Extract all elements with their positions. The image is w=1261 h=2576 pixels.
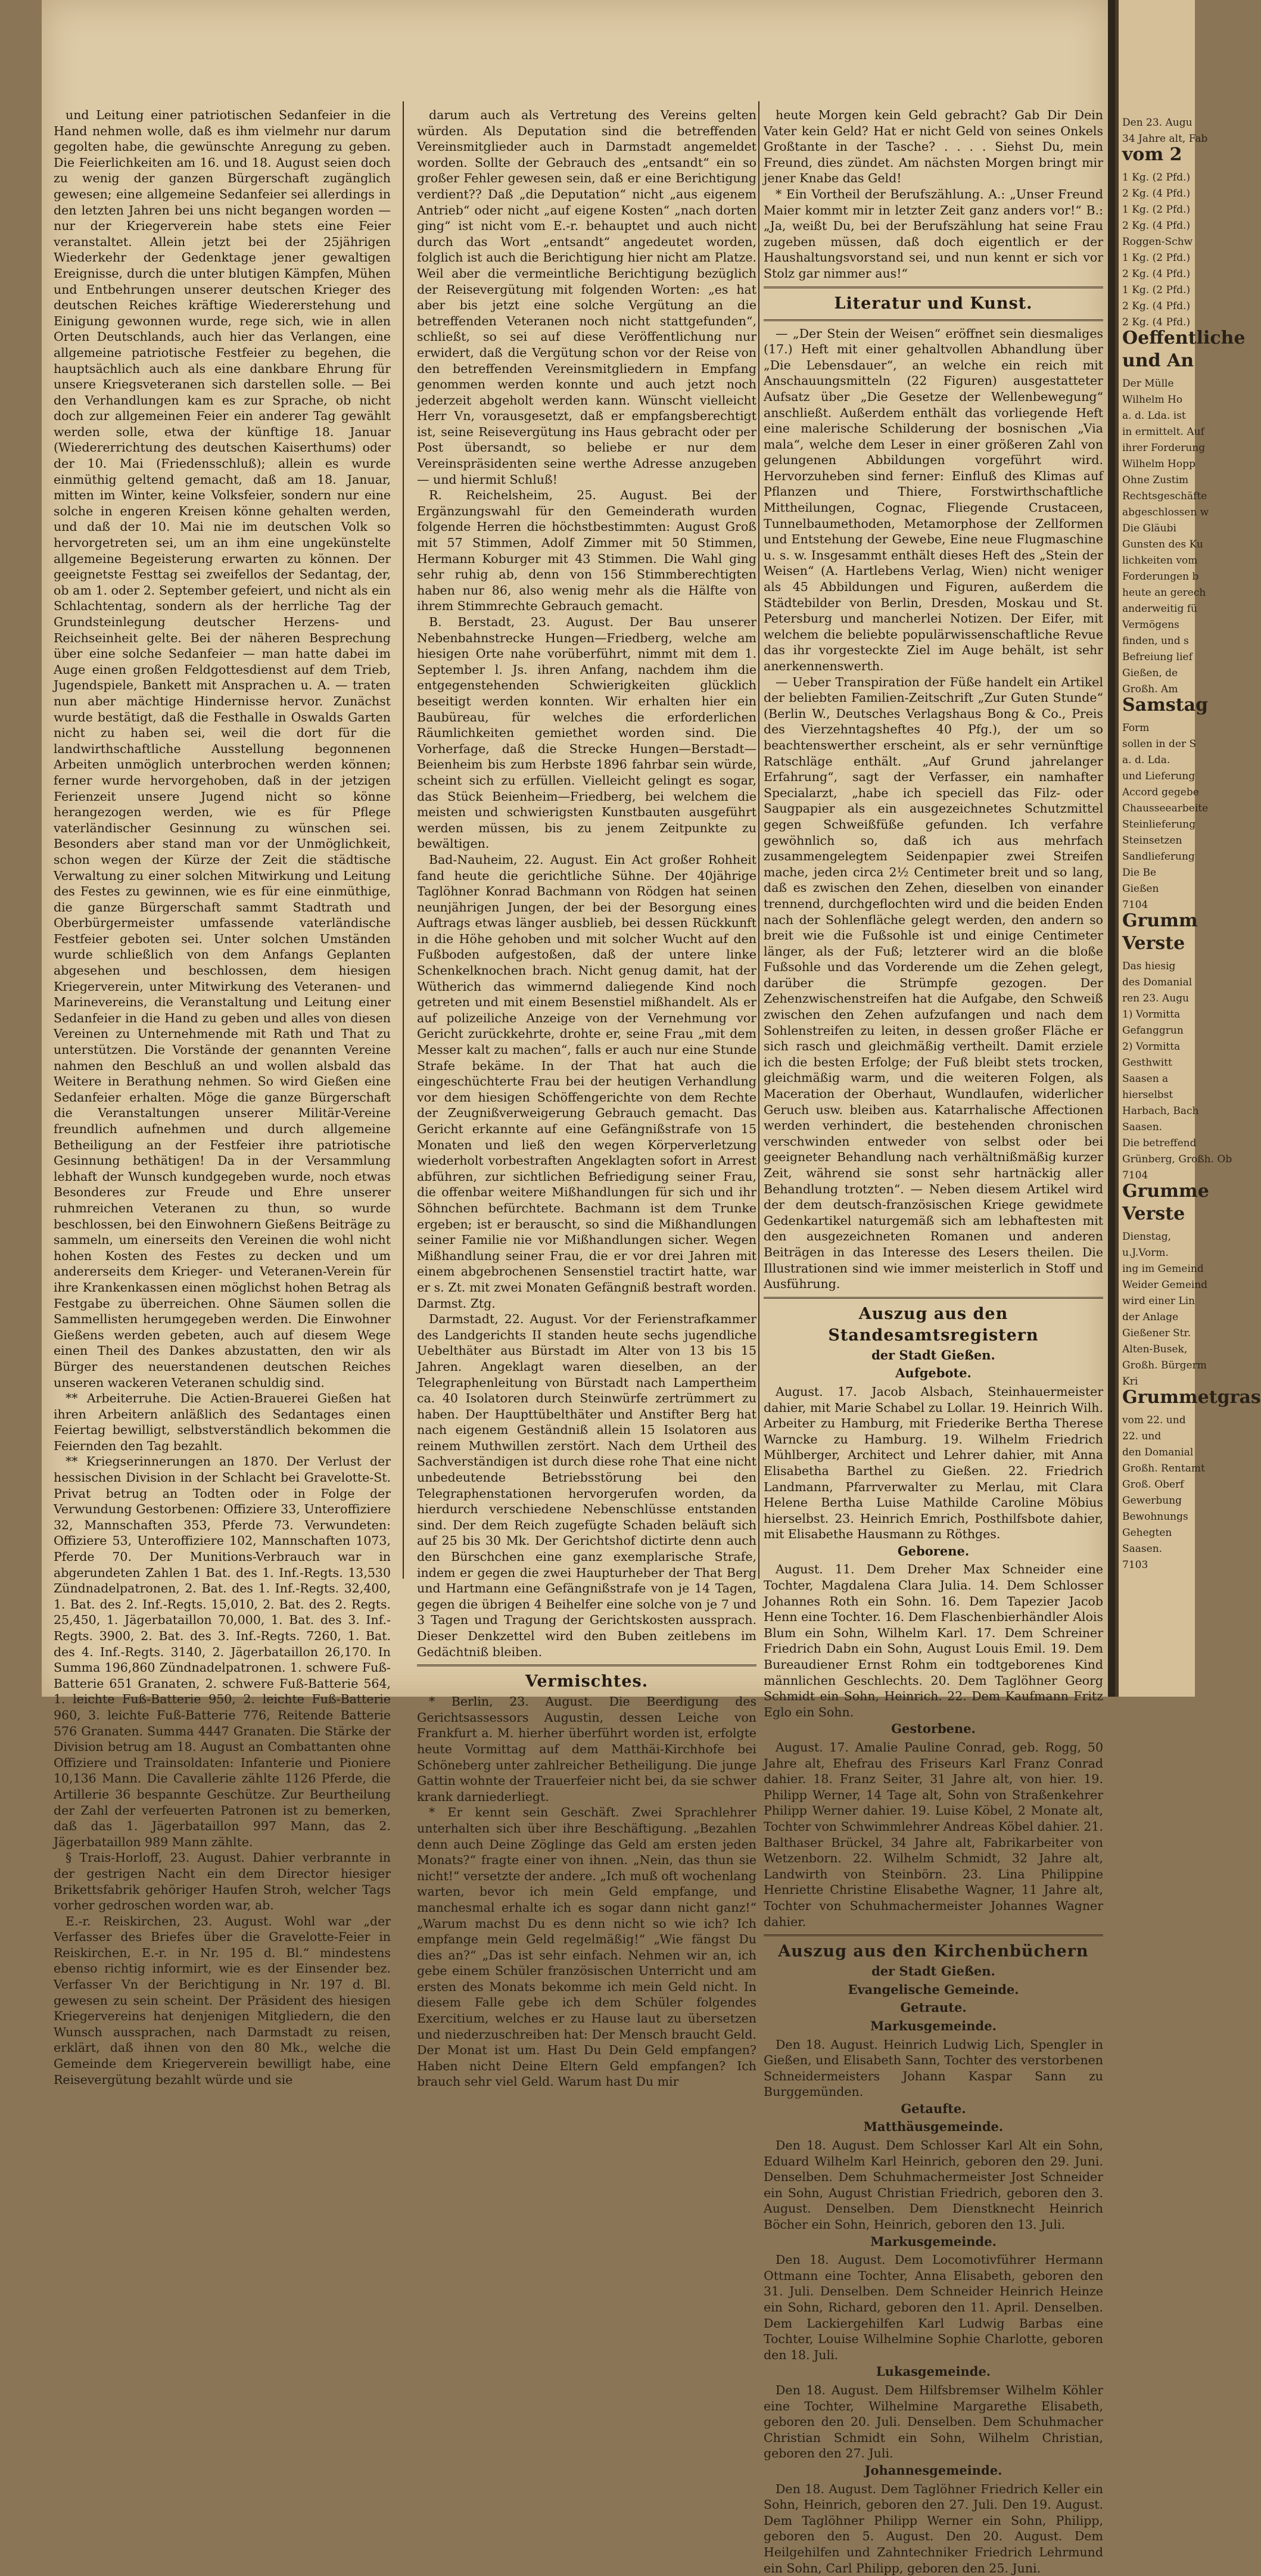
adjacent-page-line: 7103 [1122,1559,1148,1571]
adjacent-page-line: Bewohnungs [1122,1511,1188,1523]
list-geborene: August. 11. Dem Dreher Max Schneider eine Tochter, Magdalena Clara Julia. 14. Dem Schlosser Johannes Roth ein Sohn. 16. Dem Tapezier Jacob Henn eine Tochter. 16. Dem Flaschenbierhändler Alois Blum ein Sohn, Wilhelm Karl. 17. Dem Schreiner Friedrich Dabn ein Sohn, August Louis Emil. 19. Dem Bureaudiener Ernst Rohm ein todtgeborenes Kind männlichen Geschlechts. 20. Dem Taglöhner Georg Schmidt ein Sohn, Heinrich. 22. Dem Kaufmann Fritz Eglo ein Sohn. [764,1562,1103,1719]
adjacent-page-line: 2 Kg. (4 Pfd.) [1122,316,1191,328]
adjacent-page-line: Groß. Oberf [1122,1479,1184,1491]
article-transpiration: — Ueber Transpiration der Füße handelt ein Artikel der beliebten Familien-Zeitschrift „Zur Guten Stunde“ (Berlin W., Deutsches Verlagshaus Bong & Co., Preis des Vierzehntagsheftes 40 Pfg.), der um so beachtenswerther erscheint, als er sehr vernünftige Ratschläge enthält. „Auf Grund jahrelanger Erfahrung“, sagt der Verfasser, ein namhafter Specialarzt, „habe ich speciell das Filz- oder Saugpapier als ein ausgezeichnetes Schutzmittel gegen Schweißfüße gefunden. Ich verfahre gewöhnlich so, daß ich aus mehrfach zusammengelegtem Seidenpapier zwei Streifen mache, jeden circa 2½ Centimeter breit und so lang, daß es zwischen den Zehen, dieselben von einander trennend, durchgeflochten wird und die beiden Enden nach der Sohlenfläche gelegt werden, den andern so breit wie die Fußsohle ist und einige Centimeter länger, als der Fuß; letzterer wird an die bloße Fußsohle und das Vorderende um die Zehen gelegt, darüber die Strümpfe gezogen. Der Zehenzwischenstreifen hat die Aufgabe, den Schweiß zwischen den Zehen aufzufangen und nach dem Sohlenstreifen zu leiten, in dessen großer Fläche er sich rasch und gleichmäßig vertheilt. Damit erziele ich die besten Erfolge; der Fuß bleibt stets trocken, gleichmäßig warm, und die weiteren Folgen, als Maceration der Oberhaut, Wundlaufen, widerlicher Geruch usw. bleiben aus. Katarrhalische Affectionen werden verhindert, die bestehenden chronischen verschwinden entweder von selbst oder bei geeigneter Behandlung nach verhältnißmäßig kurzer Zeit, während sie sonst sehr hartnäckig aller Behandlung trotzten“. — Neben diesem Artikel wird der dem deutsch-französischen Kriege gewidmete Gedenkartikel naturgemäß sich am lebhaftesten mit den ausgezeichneten Romanen und anderen Beiträgen in das Interesse des Lesers theilen. Die Illustrationen sind wie immer meisterlich in Stoff und Ausführung. [764,674,1103,1292]
article-sedanfeier: und Leitung einer patriotischen Sedanfeier in die Hand nehmen wolle, daß es ihm vielmehr nur darum gegolten habe, die gewünschte Anregung zu geben. Die Feierlichkeiten am 16. und 18. August seien doch zu wenig der ganzen Bürgerschaft zugänglich gewesen; eine allgemeine Sedanfeier sei allerdings in den letzten Jahren bei uns nicht begangen worden — nur der Kriegerverein habe stets eine Feier veranstaltet. Allein jetzt bei der 25jährigen Wiederkehr der Gedenktage jener gewaltigen Ereignisse, durch die unter blutigen Kämpfen, Mühen und Entbehrungen unserer deutschen Krieger des deutschen Reiches kräftige Wiedererstehung und Einigung gewonnen wurde, rege sich, wie in allen Orten Deutschlands, auch hier das Verlangen, eine allgemeine patriotische Festfeier zu begehen, die hauptsächlich auch als eine dankbare Ehrung für unsere Kriegsveteranen sich darstellen solle. — Bei den Verhandlungen kam es zur Sprache, ob nicht doch zur allgemeinen Feier ein anderer Tag gewählt werden solle, etwa der künftige 18. Januar (Wiedererrichtung des deutschen Kaiserthums) oder der 10. Mai (Friedensschluß); allein es wurde einmüthig geltend gemacht, daß am 18. Januar, mitten im Winter, keine Volksfeier, sondern nur eine solche in engeren Kreisen könne gehalten werden, und daß der 10. Mai nie im deutschen Volk so hervorgetreten sei, um an ihm eine ungekünstelte allgemeine Begeisterung erwarten zu können. Der geeignetste Festtag sei zweifellos der Sedantag, der, ob am 1. oder 2. September gefeiert, und nicht als ein Schlachtentag, sondern als der herrliche Tag der Grundsteinlegung deutscher Herzens- und Reichseinheit gelte. Bei der näheren Besprechung über eine solche Sedanfeier — man hatte dabei im Auge einen großen Feldgottesdienst auf dem Trieb, Jugendspiele, Bankett mit Ansprachen u. A. — traten nun aber mächtige Hindernisse hervor. Zunächst wurde bestätigt, daß die Festhalle in Oswalds Garten nicht zu haben sei, weil die dort für die landwirthschaftliche Ausstellung begonnenen Arbeiten unmöglich unterbrochen werden können; ferner wurde hervorgehoben, daß in der jetzigen Ferienzeit unsere Jugend nicht so könne herangezogen werden, wie es für Pflege vaterländischer Gesinnung zu wünschen sei. Besonders aber stand man vor der Unmöglichkeit, schon wegen der Kürze der Zeit die städtische Verwaltung zu einer solchen Mitwirkung und Leitung des Festes zu gewinnen, wie es für eine einmüthige, die ganze Bürgerschaft sammt Stadtrath und Oberbürgermeister umfassende vaterländische Festfeier geboten sei. Unter solchen Umständen wurde schließlich von dem Anfangs Geplanten abgesehen und beschlossen, dem hiesigen Kriegerverein, unter Mitwirkung des Veteranen- und Marinevereins, die Veranstaltung und Leitung einer Sedanfeier in die Hand zu geben und alles von diesen Vereinen zu Unternehmende mit Rath und That zu unterstützen. Die Vorstände der genannten Vereine nahmen den Beschluß an und wollen alsbald das Weitere in Berathung nehmen. So wird Gießen eine Sedanfeier erhalten. Möge die ganze Bürgerschaft die Veranstaltungen unserer Militär-Vereine freundlich aufnehmen und durch allgemeine Betheiligung an der Festfeier ihre patriotische Gesinnung bethätigen! Da in der Versammlung lebhaft der Wunsch kundgegeben wurde, noch etwas Besonderes zur Freude und Ehre unserer ruhmreichen Veteranen zu thun, so wurde beschlossen, bei den Einwohnern Gießens Beiträge zu sammeln, um einerseits den Vereinen die wohl nicht hohen Kosten des Festes zu decken und um andererseits dem Krieger- und Veteranen-Verein für ihre Krankenkassen einen möglichst hohen Betrag als Festgabe zu überreichen. Ohne Säumen sollen die Sammellisten herumgegeben werden. Die Einwohner Gießens werden gebeten, auch auf diesem Wege einen Theil des Dankes abzustatten, den wir als Bürger des neuerstandenen deutschen Reiches unseren wackeren Veteranen schuldig sind. [54,108,391,1390]
label-markusgemeinde: Markusgemeinde. [870,2018,997,2033]
label-gestorbene: Gestorbene. [891,1721,976,1737]
article-reiskirchen-cont: darum auch als Vertretung des Vereins gelten würden. Als Deputation sind die betreffenden Vereinsmitglieder auch in Darmstadt angemeldet worden. Sollte der Gebrauch des „entsandt“ ein so großer Fehler gewesen sein, daß er eine Berichtigung verdient?? Daß „die Deputation“ nicht „aus eigenem Antrieb“ oder nicht „auf eigene Kosten“ „nach dorten ging“ ist nicht vom E.-r. behauptet und auch nicht durch das Wort „entsandt“ angedeutet worden, folglich ist auch die Berichtigung hier nicht am Platze. Weil aber die vermeintliche Berichtigung bezüglich der Reisevergütung mit folgenden Worten: „es hat aber bis jetzt eine solche Vergütung an die betreffenden Veteranen noch nicht stattgefunden“, schließt, so sei auf diese Veröffentlichung nur erwidert, daß die Vergütung schon vor der Reise von den betreffenden Vereinsmitgliedern in Empfang genommen werden konnte und auch jetzt noch jederzeit abgeholt werden kann. Wünscht vielleicht Herr Vn, vorausgesetzt, daß er empfangsberechtigt ist, seine Reisevergütung ins Haus gebracht oder per Post übersandt, so beliebe er nur dem Vereinspräsidenten seine werthe Adresse anzugeben — und hiermit Schluß! [417,108,756,487]
adjacent-page-line: 2 Kg. (4 Pfd.) [1122,220,1191,232]
adjacent-page-line: der Anlage [1122,1311,1179,1323]
adjacent-page-line: Die betreffend [1122,1137,1197,1149]
adjacent-page-line: vom 2 [1122,144,1182,165]
list-gestorbene: August. 17. Amalie Pauline Conrad, geb. Rogg, 50 Jahre alt, Ehefrau des Friseurs Karl Franz Conrad dahier. 18. Franz Seiter, 31 Jahre alt, von hier. 19. Philipp Werner, 14 Tage alt, Sohn von Straßenkehrer Philipp Werner dahier. 19. Luise Köbel, 2 Monate alt, Tochter von Schwimmlehrer Andreas Köbel dahier. 21. Balthaser Brückel, 34 Jahre alt, Fabrikarbeiter von Wetzenborn. 22. Wilhelm Schmidt, 32 Jahre alt, Landwirth von Steinbörn. 23. Lina Philippine Henriette Christine Elisabethe Wagner, 11 Jahre alt, Tochter von Schuhmachermeister Johannes Wagner dahier. [764,1740,1103,1929]
article-reiskirchen: E.-r. Reiskirchen, 23. August. Wohl war „der Verfasser des Briefes über die Gravelotte-Feier in Reiskirchen, E.-r. in Nr. 195 d. Bl.“ mindestens ebenso richtig informirt, wie es der Einsender bez. Verfasser Vn der Berichtigung in Nr. 197 d. Bl. gewesen zu sein scheint. Der Präsident des hiesigen Kriegervereins hat denjenigen Mitgliedern, die den Wunsch aussprachen, nach Darmstadt zu reisen, erklärt, daß ihnen von den 80 Mk., welche die Gemeinde dem Kriegerverein bewilligt habe, eine Reisevergütung bezahlt würde und sie [54,1914,391,2087]
adjacent-page-line: 2 Kg. (4 Pfd.) [1122,300,1191,312]
adjacent-page-line: Großh. Bürgerm [1122,1359,1207,1371]
newspaper-page [42,0,1108,2575]
adjacent-page-line: Großh. Rentamt [1122,1463,1205,1474]
section-subheading-kirchenbuecher: der Stadt Gießen. [871,1964,995,1979]
article-kriegserinnerungen: ** Kriegserinnerungen an 1870. Der Verlust der hessischen Division in der Schlacht bei Gravelotte-St. Privat betrug an Todten oder in Folge der Verwundung Gestorbenen: Offiziere 33, Unteroffiziere 32, Mannschaften 353, Pferde 73. Verwundeten: Offiziere 53, Unteroffiziere 102, Mannschaften 1073, Pferde 70. Der Munitions-Verbrauch war in abgerundeten Zahlen 1 Bat. des 1. Inf.-Regts. 13,530 Zündnadelpatronen, 2. Bat. des 1. Inf.-Regts. 32,400, 1. Bat. des 2. Inf.-Regts. 15,010, 2. Bat. des 2. Regts. 25,450, 1. Jägerbataillon 70,000, 1. Bat. des 3. Inf.-Regts. 3900, 2. Bat. des 3. Inf.-Regts. 7260, 1. Bat. des 4. Inf.-Regts. 3140, 2. Jägerbataillon 26,170. In Summa 196,860 Zündnadelpatronen. 1. schwere Fuß-Batterie 651 Granaten, 2. schwere Fuß-Batterie 564, 1. leichte Fuß-Batterie 950, 2. leichte Fuß-Batterie 960, 3. leichte Fuß-Batterie 776, Reitende Batterie 576 Granaten. Summa 4447 Granaten. Die Stärke der Division betrug am 18. August an Combattanten ohne Offiziere und Trainsoldaten: Infanterie und Pioniere 10,136 Mann. Die Cavallerie zählte 1126 Pferde, die Artillerie 36 bespannte Geschütze. Zur Beurtheilung der Zahl der verfeuerten Patronen ist zu bemerken, daß das 1. Jägerbataillon 997 Mann, das 2. Jägerbataillon 989 Mann zählte. [54,1454,391,1849]
adjacent-page-line: den Domanial [1122,1446,1194,1458]
adjacent-page-line: wird einer Lin [1122,1295,1195,1307]
column-divider [758,101,759,1579]
adjacent-page-line: und An [1122,350,1194,371]
adjacent-page-line: Rechtsgeschäfte [1122,490,1207,502]
adjacent-page-line: Gesthwitt [1122,1057,1172,1069]
adjacent-page-line: Sandlieferung [1122,851,1195,863]
adjacent-page-line: 22. und [1122,1430,1162,1442]
article-berufszaehlung: * Ein Vortheil der Berufszählung. A.: „Unser Freund Maier kommt mir in letzter Zeit ganz anders vor!“ B.: „Ja, weißt Du, bei der Berufszählung hat seine Frau zugeben müssen, daß doch eigentlich er der Haushaltungsvorstand sei, und nun kennt er sich vor Stolz gar nimmer aus!“ [764,186,1103,281]
adjacent-page-line: Gießen, de [1122,667,1178,679]
adjacent-page-line: Samstag [1122,695,1209,715]
article-bad-nauheim: Bad-Nauheim, 22. August. Ein Act großer Rohheit fand heute die gerichtliche Sühne. Der 40jährige Taglöhner Konrad Bachmann von Rödgen hat seinen neunjährigen Jungen, der bei der Besorgung eines Auftrags etwas länger ausblieb, bei dessen Rückkunft in die Höhe gehoben und mit solcher Wucht auf den Fußboden aufgestoßen, daß der untere linke Schenkelknochen brach. Nicht genug damit, hat der Wütherich das wimmernd daliegende Kind noch getreten und mit einem Besenstiel mißhandelt. Als er auf polizeiliche Anzeige von der Vernehmung vor Gericht zurückkehrte, drohte er, seine Frau „mit dem Messer kalt zu machen“, falls er auch nur eine Stunde Strafe bekäme. In der That hat auch die eingeschüchterte Frau bei der heutigen Verhandlung vor dem hiesigen Schöffengerichte von dem Rechte der Zeugnißverweigerung Gebrauch gemacht. Das Gericht erkannte auf eine Gefängnißstrafe von 15 Monaten und ließ den wegen Körperverletzung wiederholt vorbestraften Angeklagten sofort in Arrest abführen, zur sichtlichen Befriedigung seiner Frau, die offenbar weitere Mißhandlungen für sich und ihr Söhnchen befürchtete. Bachmann ist dem Trunke ergeben; ist er berauscht, so sind die Mißhandlungen seiner Familie nie vor Mißhandlungen sicher. Wegen Mißhandlung seiner Frau, die er vor drei Jahren mit einem abgebrochenen Sensenstiel tractirt hatte, war er s. Zt. mit zwei Monaten Gefängniß bestraft worden. Darmst. Ztg. [417,852,756,1311]
adjacent-page-line: Grumm [1122,910,1198,931]
list-getaufte-matthaeus: Den 18. August. Dem Schlosser Karl Alt ein Sohn, Eduard Wilhelm Karl Heinrich, geboren den 29. Juni. Denselben. Dem Schuhmachermeister Jost Schneider ein Sohn, August Christian Friedrich, geboren den 3. August. Denselben. Dem Dienstknecht Heinrich Böcher ein Sohn, Heinrich, geboren den 13. Juli. [764,2138,1103,2232]
section-divider [764,287,1103,288]
article-berlin: * Berlin, 23. August. Die Beerdigung des Gerichtsassessors Augustin, dessen Leiche von Frankfurt a. M. hierher überführt worden ist, erfolgte heute Vormittag auf dem Matthäi-Kirchhofe bei Schöneberg unter zahlreicher Betheiligung. Die junge Gattin wohnte der Trauerfeier nicht bei, da sie schwer krank darniederliegt. [417,1694,756,1804]
list-aufgebote: August. 17. Jacob Alsbach, Steinhauermeister dahier, mit Marie Schabel zu Lollar. 19. Heinrich Wilh. Arbeiter zu Hamburg, mit Friederike Bertha Therese Warncke zu Hamburg. 19. Wilhelm Friedrich Mühlberger, Architect und Lehrer dahier, mit Anna Elisabetha Barthel zu Gießen. 22. Friedrich Landmann, Pfarrverwalter zu Merlau, mit Clara Helene Bertha Luise Mathilde Caroline Möbius hierselbst. 23. Heinrich Emrich, Posthilfsbote dahier, mit Elisabethe Hausmann zu Röthges. [764,1384,1103,1542]
list-getaufte-lukas: Den 18. August. Dem Hilfsbremser Wilhelm Köhler eine Tochter, Wilhelmine Margarethe Elisabeth, geboren den 20. Juli. Denselben. Dem Schuhmacher Christian Schmidt ein Sohn, Wilhelm Christian, geboren den 27. Juli. [764,2382,1103,2461]
adjacent-page-line: des Domanial [1122,976,1192,988]
adjacent-page-line: a. d. Lda. [1122,754,1170,766]
article-geschaeft-cont: heute Morgen kein Geld gebracht? Gab Dir Dein Vater kein Geld? Hat er nicht Geld von seines Onkels Großtante in der Tasche? . . . . Siehst Du, mein Freund, dies zündet. Am nächsten Morgen bringt mir jener Knabe das Geld! [764,108,1103,186]
adjacent-page-line: anderweitig fü [1122,603,1197,615]
article-arbeiterruhe: ** Arbeiterruhe. Die Actien-Brauerei Gießen hat ihren Arbeitern anläßlich des Sedantages einen Feiertag bewilligt, selbstverständlich bekommen die Feiernden den Tag bezahlt. [54,1391,391,1453]
label-matthaeusgemeinde: Matthäusgemeinde. [863,2119,1004,2135]
section-heading-standesamt: Auszug aus den Standesamtsregistern [828,1304,1039,1345]
label-evangelische-gemeinde: Evangelische Gemeinde. [848,1981,1019,1997]
adjacent-page-line: hierselbst [1122,1089,1173,1101]
column-1 [54,107,391,2087]
adjacent-page-line: finden, und s [1122,635,1189,647]
label-geborene: Geborene. [897,1543,970,1558]
adjacent-page-line: heute an gerech [1122,587,1206,599]
adjacent-page-line: Harbach, Bach [1122,1105,1199,1117]
adjacent-page-line: Gunsten des Ku [1122,539,1203,550]
column-divider [403,101,404,1579]
adjacent-page-line: Den 23. Augu [1122,117,1192,129]
adjacent-page-line: Saasen. [1122,1121,1163,1133]
label-getaufte: Getaufte. [901,2101,966,2116]
label-johannesgemeinde: Johannesgemeinde. [864,2462,1002,2478]
adjacent-page-line: Saasen. [1122,1543,1163,1555]
adjacent-page-line: 1 Kg. (2 Pfd.) [1122,252,1191,264]
adjacent-page-line: ihrer Forderung [1122,442,1206,454]
article-trais-horloff: § Trais-Horloff, 23. August. Dahier verbrannte in der gestrigen Nacht ein dem Director hiesiger Brikettsfabrik gehöriger Haufen Stroh, welcher Tags vorher gedroschen worden war, ab. [54,1850,391,1913]
adjacent-page-line: Gießen [1122,883,1159,895]
adjacent-page-line: Gießener Str. [1122,1327,1191,1339]
section-heading-kirchenbuecher: Auszug aus den Kirchenbüchern [778,1942,1089,1961]
adjacent-page-line: 34 Jahre alt, Fab [1122,133,1208,145]
section-heading-vermischtes: Vermischtes. [525,1672,649,1691]
adjacent-page-line: ren 23. Augu [1122,993,1190,1004]
adjacent-page-line: Wilhelm Hopp [1122,458,1195,470]
adjacent-page-line: abgeschlossen w [1122,506,1209,518]
adjacent-page-line: Steinlieferung [1122,819,1196,830]
adjacent-page-line: Accord gegebe [1122,786,1199,798]
adjacent-page-line: Grünberg, Großh. Ob [1122,1153,1232,1165]
adjacent-page-line: Forderungen b [1122,571,1199,583]
adjacent-page-line: ing im Gemeind [1122,1263,1204,1275]
adjacent-page-line: 2 Kg. (4 Pfd.) [1122,268,1191,280]
adjacent-page-line: Form [1122,722,1150,734]
adjacent-page-line: lichkeiten vom [1122,555,1198,567]
section-subheading-standesamt: der Stadt Gießen. [871,1347,995,1362]
adjacent-page-line: Alten-Busek, [1122,1343,1188,1355]
adjacent-page-line: Verste [1122,1203,1185,1224]
adjacent-page-line: 1 Kg. (2 Pfd.) [1122,172,1191,183]
column-3 [764,107,1103,2575]
adjacent-page-line: Roggen-Schw [1122,236,1193,248]
adjacent-page-line: Saasen a [1122,1073,1169,1085]
adjacent-page-line: und Lieferung [1122,770,1195,782]
adjacent-page-line: Dienstag, [1122,1231,1172,1243]
adjacent-page-edge [1115,0,1261,1697]
adjacent-page-line: 1 Kg. (2 Pfd.) [1122,204,1191,216]
adjacent-page-line: Gefanggrun [1122,1025,1184,1037]
adjacent-page-line: 1 Kg. (2 Pfd.) [1122,284,1191,296]
adjacent-page-line: a. d. Lda. ist [1122,410,1186,422]
adjacent-page-line: Oeffentliche [1122,328,1246,349]
adjacent-page-line: vom 22. und [1122,1414,1186,1426]
article-stein-der-weisen: — „Der Stein der Weisen“ eröffnet sein diesmaliges (17.) Heft mit einer gehaltvollen Abhandlung über „Die Lebensdauer“, an welche ein reich mit Anschauungsmitteln (22 Figuren) ausgestatteter Aufsatz über „Die Gesetze der Wellenbewegung“ anschließt. Außerdem enthält das vorliegende Heft eine malerische Schilderung der bosnischen „Via mala“, welche dem Leser in einer größeren Zahl von gelungenen Abbildungen vorgeführt wird. Hervorzuheben sind ferner: Einfluß des Klimas auf Pflanzen und Thiere, Forstwirthschaftliche Mittheilungen, Cognac, Fliegende Crustaceen, Tunnelbaumethoden, Metamorphose der Zellformen und Entstehung der Gewebe, Eine neue Flugmaschine u. s. w. Insgesammt enthält dieses Heft des „Stein der Weisen“ (A. Hartlebens Verlag, Wien) nicht weniger als 45 Abbildungen und Figuren, außerdem die Städtebilder von Berlin, Dresden, Moskau und St. Petersburg und mancherlei Notizen. Der Eifer, mit welchem die beliebte populärwissenschaftliche Revue das ihr vorgesteckte Ziel im Auge behält, ist sehr anerkennenswerth. [764,326,1103,673]
adjacent-page-line: Gewerbung [1122,1495,1182,1507]
adjacent-page-line: Der Mülle [1122,378,1174,390]
adjacent-page-line: 2 Kg. (4 Pfd.) [1122,188,1191,200]
adjacent-page-line: Grumme [1122,1181,1209,1202]
adjacent-page-line: Kri [1122,1376,1138,1387]
adjacent-page-line: Die Be [1122,867,1157,879]
adjacent-page-line: sollen in der S [1122,738,1197,750]
column-2 [417,107,756,2089]
label-aufgebote: Aufgebote. [895,1365,972,1381]
section-divider [764,1297,1103,1299]
section-divider [764,1934,1103,1936]
adjacent-page-line: Befreiung lief [1122,651,1192,663]
article-reichelsheim: R. Reichelsheim, 25. August. Bei der Ergänzungswahl für den Gemeinderath wurden folgende Herren die höchstbestimmten: August Groß mit 57 Stimmen, Adolf Zimmer mit 50 Stimmen, Hermann Koburger mit 43 Stimmen. Die Wahl ging sehr ruhig ab, denn von 156 Stimmberechtigten haben nur 86, also wenig mehr als die Hälfte von ihrem Stimmrechte Gebrauch gemacht. [417,488,756,614]
adjacent-page-line: Vermögens [1122,619,1179,631]
article-geschaeft: * Er kennt sein Geschäft. Zwei Sprachlehrer unterhalten sich über ihre Beschäftigung. „Bezahlen denn auch Deine Zöglinge das Geld am ersten jeden Monats?“ fragte einer von ihnen. „Nein, das thun sie nicht!“ versetzte der andere. „Ich muß oft wochenlang warten, bevor ich mein Geld empfange, und manchesmal erhalte ich es sogar dann nicht ganz!“ „Warum machst Du es denn nicht so wie ich? Ich empfange mein Geld regelmäßig!“ „Wie fängst Du dies an?“ „Das ist sehr einfach. Nehmen wir an, ich gebe einem Schüler französischen Unterricht und am ersten des Monats bekomme ich mein Geld nicht. In diesem Falle gebe ich dem Schüler folgendes Exercitium, welches er zu Hause laut zu übersetzen und niederzuschreiben hat: Der Mensch braucht Geld. Der Monat ist um. Hast Du Dein Geld empfangen? Haben nicht Deine Eltern Geld empfangen? Ich brauch sehr viel Geld. Warum hast Du mir [417,1805,756,2089]
adjacent-page-line: in ermittelt. Auf [1122,426,1204,438]
label-getraute: Getraute. [900,2000,967,2015]
adjacent-page-line: Das hiesig [1122,960,1176,972]
adjacent-page-line: Grummetgras [1122,1387,1261,1408]
list-getaufte-johannes: Den 18. August. Dem Taglöhner Friedrich Keller ein Sohn, Heinrich, geboren den 27. Juli. Den 19. August. Dem Taglöhner Philipp Werner ein Sohn, Philipp, geboren den 5. August. Den 20. August. Dem Heilgehilfen und Zahntechniker Friedrich Lehrmund ein Sohn, Carl Philipp, geboren den 25. Juni. [764,2481,1103,2575]
adjacent-page-line: 1) Vormitta [1122,1009,1181,1021]
adjacent-page-line: 7104 [1122,899,1148,911]
adjacent-page-line: Steinsetzen [1122,835,1182,847]
section-heading-literatur: Literatur und Kunst. [834,294,1033,313]
adjacent-page-line: 7104 [1122,1169,1148,1181]
label-markusgemeinde-2: Markusgemeinde. [870,2233,997,2249]
adjacent-page-line: Weider Gemeind [1122,1279,1208,1291]
label-lukasgemeinde: Lukasgemeinde. [876,2364,991,2379]
book-gutter [1108,0,1115,1697]
adjacent-page-line: Großh. Am [1122,683,1178,695]
adjacent-page-line: Die Gläubi [1122,522,1176,534]
article-berstadt: B. Berstadt, 23. August. Der Bau unserer Nebenbahnstrecke Hungen—Friedberg, welche am hiesigen Orte nahe vorüberführt, nimmt mit dem 1. September l. Js. ihren Anfang, nachdem ihm die entgegenstehenden Schwierigkeiten glücklich beseitigt werden konnten. Wir erhalten hier ein Baubüreau, für welches die erforderlichen Räumlichkeiten gemiethet worden sind. Die Vorherfage, daß die Strecke Hungen—Berstadt—Beienheim bis zum Herbste 1896 fahrbar sein würde, scheint sich zu erfüllen. Vielleicht gelingt es sogar, das Stück Beienheim—Friedberg, bei welchem die meisten und schwierigsten Kunstbauten ausgeführt werden müssen, bis zu jenem Zeitpunkte zu bewältigen. [417,615,756,851]
list-getaufte-markus: Den 18. August. Dem Locomotivführer Hermann Ottmann eine Tochter, Anna Elisabeth, geboren den 31. Juli. Denselben. Dem Schneider Heinrich Heinze ein Sohn, Richard, geboren den 11. April. Denselben. Dem Lackiergehilfen Karl Ludwig Barbas eine Tochter, Louise Wilhelmine Sophie Charlotte, geboren den 18. Juli. [764,2253,1103,2362]
list-getraute-markus: Den 18. August. Heinrich Ludwig Lich, Spengler in Gießen, und Elisabeth Sann, Tochter des verstorbenen Schneidermeisters Johann Kaspar Sann zu Burggemünden. [764,2037,1103,2099]
adjacent-page-line: Wilhelm Ho [1122,394,1183,406]
article-darmstadt: Darmstadt, 22. August. Vor der Ferienstrafkammer des Landgerichts II standen heute sechs jugendliche Uebelthäter aus Bürstadt im Alter von 13 bis 15 Jahren. Angeklagt waren dieselben, an der Telegraphenleitung von Bürstadt nach Lampertheim ca. 40 Isolatoren durch Steinwürfe zertrümmert zu haben. Der Haupttübelthäter und Anstifter Berg hat nach eigenem Geständniß allein 15 Isolatoren aus reinem Muthwillen zerstört. Nach dem Urtheil des Sachverständigen ist durch diese rohe That eine nicht unbedeutende Betriebsstörung bei den Telegraphenstationen hervorgerufen worden, da hierdurch verschiedene Nebenschlüsse entstanden sind. Der dem Reich zugefügte Schaden beläuft sich auf 25 bis 30 Mk. Der Gerichtshof dictirte denn auch den Bürschchen eine ganz exemplarische Strafe, indem er gegen die zwei Haupturheber der That Berg und Hartmann eine Gefängnißstrafe von je 14 Tagen, gegen die übrigen 4 Beihelfer eine solche von je 7 und 3 Tagen und Tragung der Gerichtskosten aussprach. Dieser Denkzettel wird den Buben zeitlebens im Gedächtniß bleiben. [417,1312,756,1659]
adjacent-page-line: Chausseearbeite [1122,802,1209,814]
adjacent-page-line: u.J.Vorm. [1122,1247,1169,1259]
adjacent-page-line: Verste [1122,933,1185,954]
adjacent-page-line: 2) Vormitta [1122,1041,1181,1053]
section-divider [764,319,1103,321]
adjacent-page-line: Ohne Zustim [1122,474,1189,486]
section-divider [417,1665,756,1666]
adjacent-page-line: Gehegten [1122,1527,1172,1539]
